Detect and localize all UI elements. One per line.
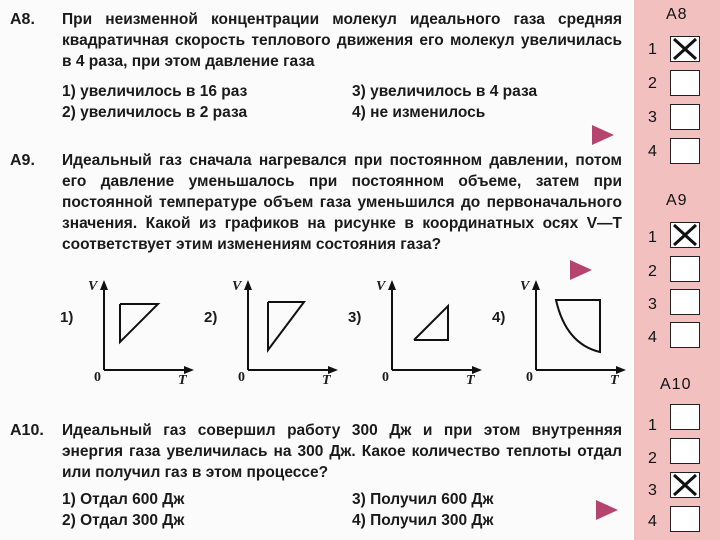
graph-2-v-axis: V [232,279,242,294]
play-arrow-icon[interactable] [590,123,616,147]
panel-a9-num-1: 1 [648,229,657,246]
graph-label-1: 1) [60,309,74,326]
panel-a9-num-3: 3 [648,296,657,313]
option-a8-1: 1) увеличилось в 16 раз [62,83,248,100]
graph-4-t-axis: T [610,373,619,388]
graph-3-v-axis: V [376,279,386,294]
panel-a9-num-4: 4 [648,329,657,346]
answer-box-a9-3[interactable] [670,289,700,315]
graph-label-2: 2) [204,309,218,326]
question-text-a9: Идеальный газ сначала нагревался при постоянном давлении, потом его давление уменьшалось при постоянном объеме, затем при постоянной температуре объем газа уменьшился до первоначального значения. Какой из графиков на рисунке в координатных осях V—T соответствует этим изменениям состояния газа? [62,152,622,253]
option-a8-4: 4) не изменилось [352,104,486,121]
answer-box-a9-1[interactable] [670,222,700,248]
check-cross-icon [671,37,699,61]
answer-box-a9-4[interactable] [670,322,700,348]
option-a10-2: 2) Отдал 300 Дж [62,512,185,529]
play-arrow-icon[interactable] [594,498,620,522]
graph-4-v-axis: V [520,279,530,294]
answer-box-a8-3[interactable] [670,104,700,130]
answer-box-a10-1[interactable] [670,404,700,430]
option-a8-2: 2) увеличилось в 2 раза [62,104,248,121]
graph-4 [516,278,628,378]
answer-box-a10-2[interactable] [670,438,700,464]
option-a10-1: 1) Отдал 600 Дж [62,491,185,508]
question-text-a8: При неизменной концентрации молекул идеального газа средняя квадратичная скорость теплового движения его молекул увеличилась в 4 раза, при этом давление газа [62,11,622,70]
graph-1-v-axis: V [88,279,98,294]
panel-a8-num-1: 1 [648,41,657,58]
graph-3-origin: 0 [382,370,389,385]
graph-1 [84,278,194,378]
graph-1-origin: 0 [94,370,101,385]
panel-a10-num-1: 1 [648,417,657,434]
panel-a9-num-2: 2 [648,263,657,280]
check-cross-icon [671,223,699,247]
graph-2 [228,278,338,378]
graph-3-t-axis: T [466,373,475,388]
option-a10-3: 3) Получил 600 Дж [352,491,494,508]
graph-4-origin: 0 [526,370,533,385]
panel-a10-num-3: 3 [648,482,657,499]
graph-3 [372,278,482,378]
graph-label-4: 4) [492,309,506,326]
answer-box-a8-1[interactable] [670,36,700,62]
panel-a10-num-2: 2 [648,450,657,467]
panel-title-a8: А8 [666,6,688,23]
panel-a8-num-4: 4 [648,143,657,160]
panel-title-a10: А10 [660,376,692,393]
option-a10-4: 4) Получил 300 Дж [352,512,494,529]
question-number-a9: A9. [10,152,35,169]
answer-box-a8-2[interactable] [670,70,700,96]
graph-2-origin: 0 [238,370,245,385]
panel-a8-num-3: 3 [648,109,657,126]
answer-box-a10-4[interactable] [670,506,700,532]
panel-a10-num-4: 4 [648,513,657,530]
graph-label-3: 3) [348,309,362,326]
answer-box-a8-4[interactable] [670,138,700,164]
panel-title-a9: А9 [666,192,688,209]
graph-2-t-axis: T [322,373,331,388]
answer-box-a9-2[interactable] [670,256,700,282]
panel-a8-num-2: 2 [648,75,657,92]
answer-panel [634,0,720,540]
question-text-a10: Идеальный газ совершил работу 300 Дж и при этом внутренняя энергия газа увеличилась на 300 Дж. Какое количество теплоты отдал или получил газ в этом процессе? [62,422,622,481]
answer-box-a10-3[interactable] [670,472,700,498]
graph-1-t-axis: T [178,373,187,388]
question-number-a10: A10. [10,422,44,439]
option-a8-3: 3) увеличилось в 4 раза [352,83,538,100]
check-cross-icon [671,473,699,497]
question-number-a8: A8. [10,11,35,28]
